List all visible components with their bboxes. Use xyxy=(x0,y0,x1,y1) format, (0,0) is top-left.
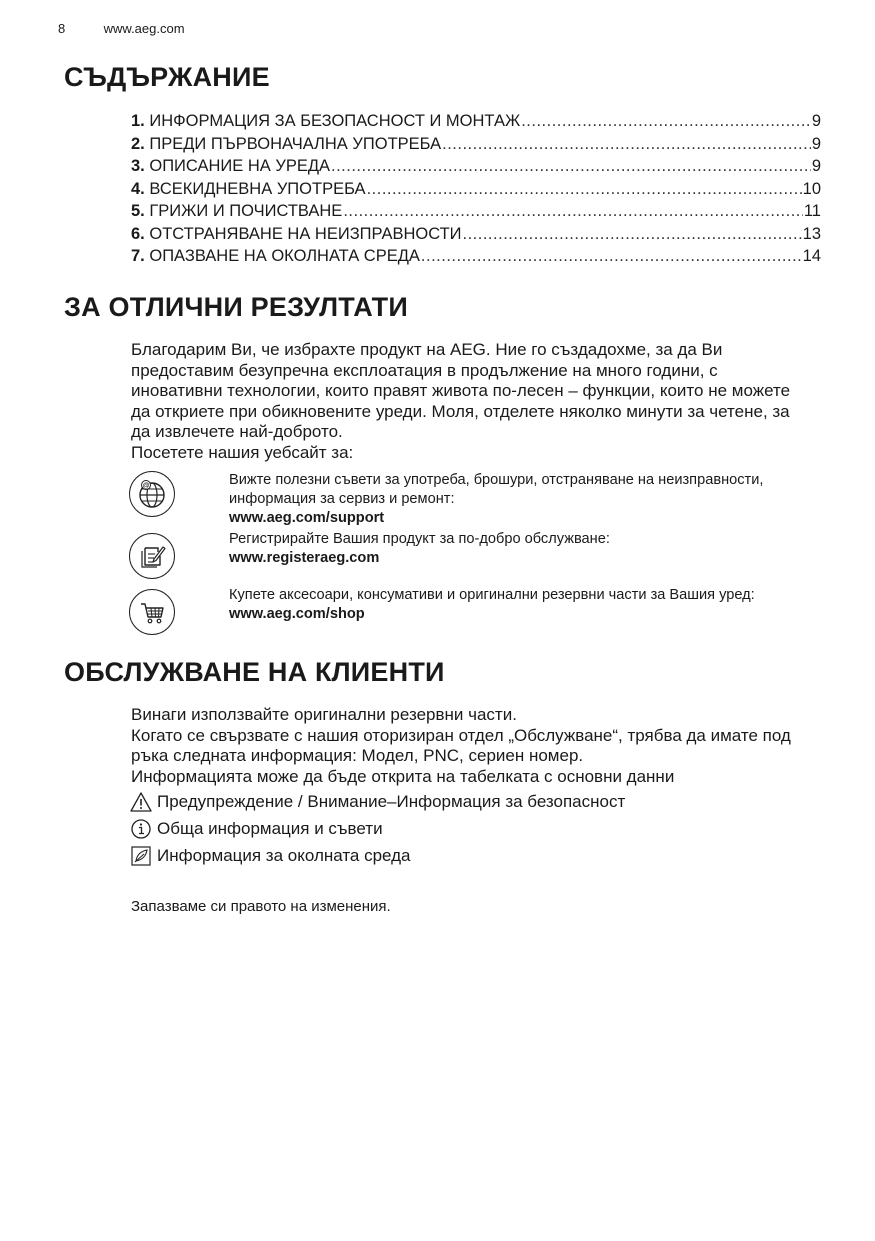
info-icon xyxy=(130,818,152,840)
legend-info xyxy=(130,818,383,840)
globe-icon xyxy=(129,471,175,517)
shop-link-text: Купете аксесоари, консумативи и оригинални резервни части за Вашия уред: xyxy=(229,587,755,603)
toc-item[interactable] xyxy=(131,247,821,270)
warning-icon xyxy=(130,791,152,813)
toc-item-label: ИНФОРМАЦИЯ ЗА БЕЗОПАСНОСТ И МОНТАЖ xyxy=(149,112,521,130)
service-title: ОБСЛУЖВАНЕ НА КЛИЕНТИ xyxy=(64,657,445,687)
register-link-url[interactable]: www.registeraeg.com xyxy=(229,550,380,566)
toc-item[interactable] xyxy=(131,225,821,248)
legend-warning xyxy=(130,791,625,813)
toc-item[interactable] xyxy=(131,202,821,225)
service-text-2: Когато се свързвате с нашия оторизиран отдел „Обслужване“, трябва да имате под ръка следната информация: Модел, PNC, сериен номер. xyxy=(131,725,791,766)
toc-dot-leader xyxy=(331,157,811,176)
toc-item-number: 2. xyxy=(131,134,145,153)
toc-item-page: 9 xyxy=(811,157,821,175)
toc-item-number: 7. xyxy=(131,247,145,265)
legend-warning-label: Предупреждение / Внимание–Информация за безопасност xyxy=(157,792,626,811)
page-number: 8 xyxy=(58,21,66,36)
toc-item-number: 1. xyxy=(131,112,145,130)
toc-dot-leader xyxy=(442,135,811,154)
toc-item-label: ВСЕКИДНЕВНА УПОТРЕБА xyxy=(149,179,366,198)
cart-icon xyxy=(129,589,175,635)
toc-dot-leader xyxy=(343,202,803,221)
toc-item-page: 13 xyxy=(802,224,821,243)
toc-item[interactable] xyxy=(131,157,821,180)
register-icon xyxy=(129,533,175,579)
toc-dot-leader xyxy=(367,180,802,199)
toc-item-page: 14 xyxy=(802,247,821,265)
toc-dot-leader xyxy=(521,112,811,131)
table-of-contents xyxy=(131,112,821,270)
toc-item-page: 10 xyxy=(802,179,821,198)
toc-item-label: ОТСТРАНЯВАНЕ НА НЕИЗПРАВНОСТИ xyxy=(149,224,462,243)
page-header xyxy=(58,21,185,36)
toc-dot-leader xyxy=(463,225,802,244)
shop-link-url[interactable]: www.aeg.com/shop xyxy=(229,606,365,622)
toc-item-label: ОПАЗВАНЕ НА ОКОЛНАТА СРЕДА xyxy=(149,247,420,265)
environment-icon xyxy=(130,845,152,867)
results-visit-text: Посетете нашия уебсайт за: xyxy=(131,443,354,462)
legend-environment xyxy=(130,845,411,867)
toc-item-page: 9 xyxy=(811,112,821,130)
support-link-text: Вижте полезни съвети за употреба, брошури, отстраняване на неизправности, информация за сервиз и ремонт: xyxy=(229,472,764,507)
toc-item-number: 6. xyxy=(131,224,145,243)
legend-environment-label: Информация за околната среда xyxy=(157,846,411,865)
toc-item-page: 11 xyxy=(803,202,821,220)
legend-info-label: Обща информация и съвети xyxy=(157,819,383,838)
results-title: ЗА ОТЛИЧНИ РЕЗУЛТАТИ xyxy=(64,292,408,322)
service-text-3: Информацията може да бъде открита на табелката с основни данни xyxy=(131,766,675,786)
website-link[interactable]: www.aeg.com xyxy=(103,21,185,36)
toc-item-label: ПРЕДИ ПЪРВОНАЧАЛНА УПОТРЕБА xyxy=(149,134,442,153)
register-link-text: Регистрирайте Вашия продукт за по-добро обслужване: xyxy=(229,531,610,547)
toc-item-label: ГРИЖИ И ПОЧИСТВАНЕ xyxy=(149,202,343,220)
service-text-1: Винаги използвайте оригинални резервни части. xyxy=(131,705,517,724)
toc-item[interactable] xyxy=(131,180,821,203)
toc-item[interactable] xyxy=(131,112,821,135)
results-intro: Благодарим Ви, че избрахте продукт на AEG. Ние го създадохме, за да Ви предоставим безупречна експлоатация в продължение на много години, с иновативни технологии, които правят живота по-лесен – функции, които не можете да откриете при обикновените уреди. Моля, отделете няколко минути за четене, за да извлечете най-доброто. xyxy=(131,340,791,442)
svg-text:@: @ xyxy=(142,482,150,490)
toc-item-number: 5. xyxy=(131,202,145,220)
toc-item-number: 3. xyxy=(131,157,145,175)
footer-note: Запазваме си правото на изменения. xyxy=(131,898,391,915)
toc-dot-leader xyxy=(421,247,802,266)
toc-item[interactable] xyxy=(131,135,821,158)
toc-item-label: ОПИСАНИЕ НА УРЕДА xyxy=(149,157,331,175)
toc-item-number: 4. xyxy=(131,179,145,198)
toc-item-page: 9 xyxy=(811,134,821,153)
support-link-url[interactable]: www.aeg.com/support xyxy=(229,510,385,526)
toc-title: СЪДЪРЖАНИЕ xyxy=(64,62,270,92)
